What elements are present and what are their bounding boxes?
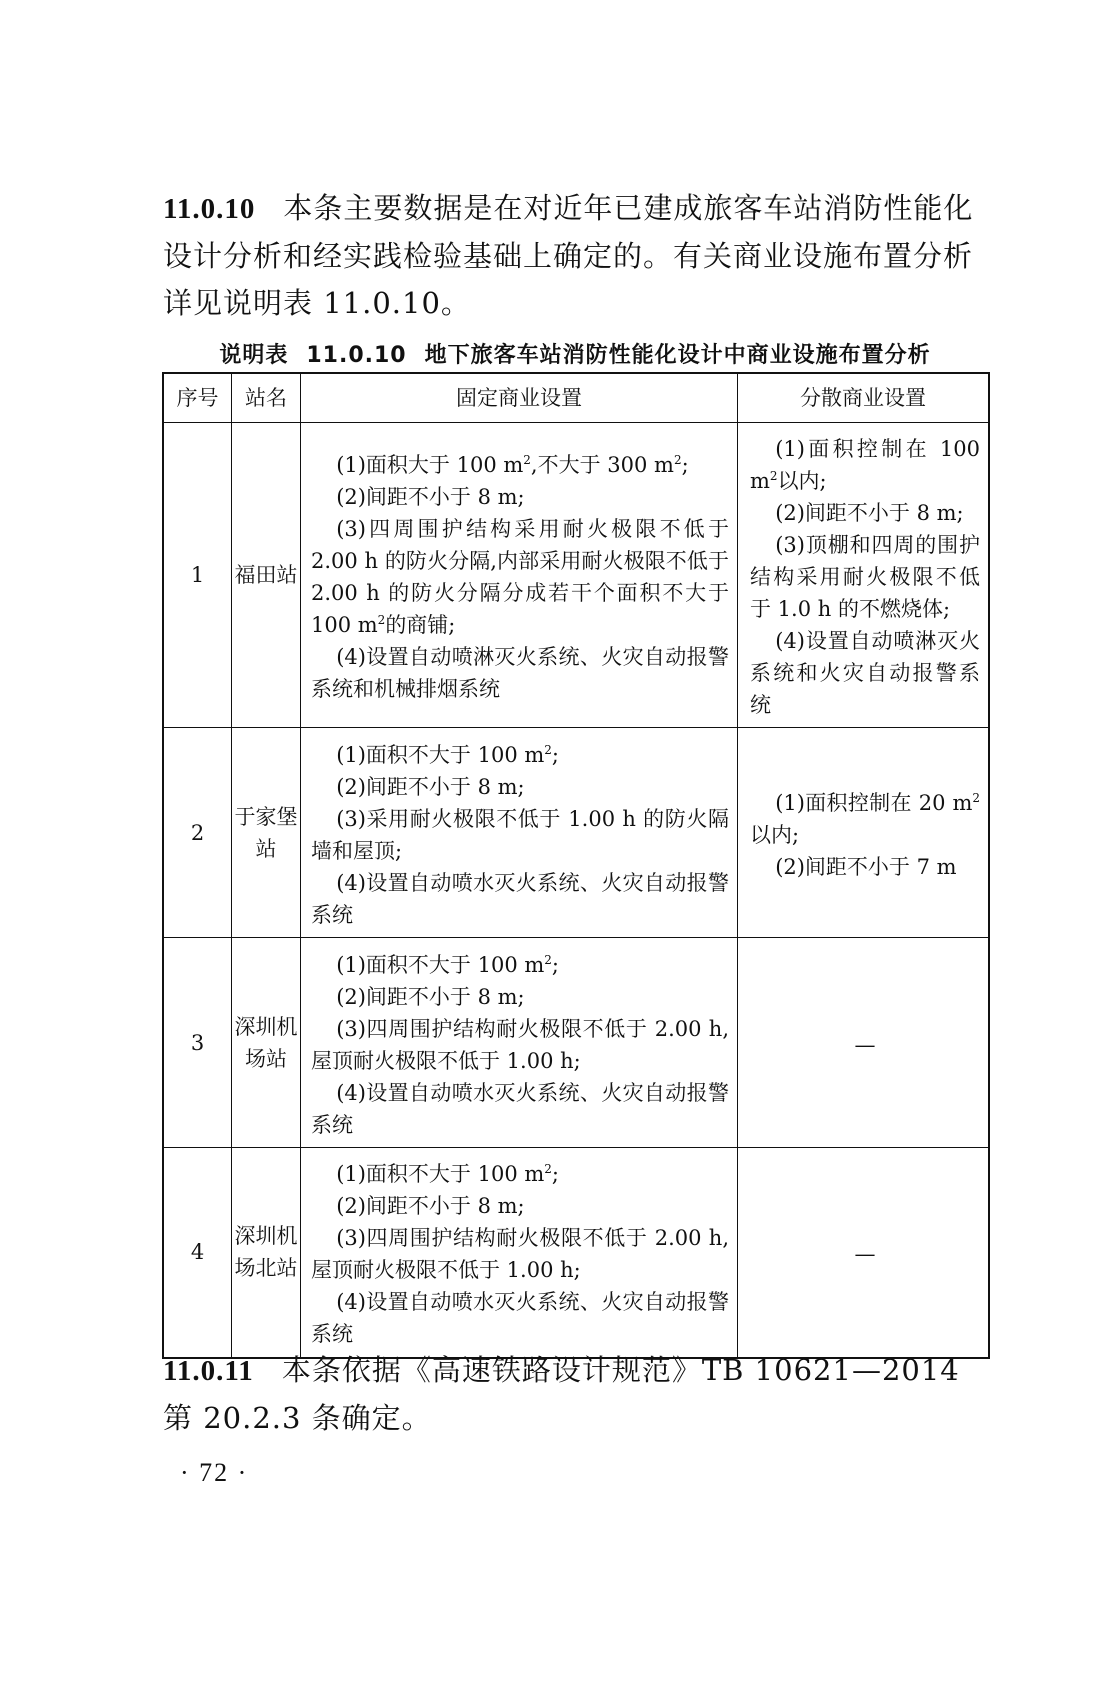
fixed-commercial-cell — [301, 938, 738, 1148]
scatter-item: (2)间距不小于 7 m — [775, 854, 957, 879]
scatter-item: (1)面积控制在 20 $m^2$以内; — [750, 790, 980, 847]
fixed-item: (2)间距不小于 8 m; — [336, 774, 525, 799]
fixed-item: (4)设置自动喷水灭火系统、火灾自动报警系统 — [311, 1290, 729, 1347]
fixed-item: (1)面积大于 100 $m^2$,不大于 300 $m^2$; — [336, 453, 689, 477]
clause-number: 11.0.11 — [163, 1355, 254, 1387]
table-row — [163, 938, 989, 1148]
scatter-item: (2)间距不小于 8 m; — [775, 501, 964, 525]
clause-text: 本条主要数据是在对近年已建成旅客车站消防性能化设计分析和经实践检验基础上确定的。有关商业设施布置分析详见说明表 11.0.10。 — [163, 191, 974, 320]
header-scatter: 分散商业设置 — [738, 373, 990, 423]
fixed-item: (3)采用耐火极限不低于 1.00 h 的防火隔墙和屋顶; — [311, 806, 729, 863]
fixed-commercial-cell — [301, 728, 738, 938]
fixed-item: (2)间距不小于 8 m; — [336, 984, 525, 1009]
table-row — [163, 728, 989, 938]
scatter-commercial-cell — [738, 423, 990, 728]
fixed-item: (2)间距不小于 8 m; — [336, 485, 525, 509]
fixed-commercial-cell — [301, 423, 738, 728]
row-no: 4 — [163, 1148, 232, 1358]
scatter-commercial-cell — [738, 728, 990, 938]
fixed-item: (1)面积不大于 100 $m^2$; — [336, 742, 559, 767]
fixed-item: (1)面积不大于 100 $m^2$; — [336, 952, 559, 977]
fixed-item: (3)四周围护结构耐火极限不低于 2.00 h,屋顶耐火极限不低于 1.00 h; — [311, 1226, 729, 1283]
caption-prefix: 说明表 — [219, 343, 289, 368]
station-name: 深圳机场北站 — [232, 1148, 301, 1358]
header-fixed: 固定商业设置 — [301, 373, 738, 423]
header-no: 序号 — [163, 373, 232, 423]
fixed-item: (4)设置自动喷水灭火系统、火灾自动报警系统 — [311, 870, 729, 927]
fixed-item: (4)设置自动喷淋灭火系统、火灾自动报警系统和机械排烟系统 — [311, 645, 729, 701]
fixed-item: (1)面积不大于 100 $m^2$; — [336, 1162, 559, 1187]
clause-number: 11.0.10 — [163, 193, 256, 225]
page-number: · 72 · — [180, 1458, 249, 1487]
table-caption — [150, 338, 1000, 369]
paragraph-11-0-10 — [163, 185, 993, 327]
scatter-item: (3)顶棚和四周的围护结构采用耐火极限不低于 1.0 h 的不燃烧体; — [750, 533, 980, 621]
row-no: 1 — [163, 423, 232, 728]
row-no: 3 — [163, 938, 232, 1148]
table-row — [163, 1148, 989, 1358]
scatter-empty-dash: — — [738, 1148, 990, 1358]
fixed-item: (3)四周围护结构采用耐火极限不低于 2.00 h 的防火分隔,内部采用耐火极限不低于 2.00 h 的防火分隔分成若干个面积不大于 100 $m^2$的商铺; — [311, 517, 729, 637]
station-name: 福田站 — [232, 423, 301, 728]
fixed-item: (4)设置自动喷水灭火系统、火灾自动报警系统 — [311, 1080, 729, 1137]
header-station: 站名 — [232, 373, 301, 423]
caption-number: 11.0.10 — [306, 343, 407, 368]
table-row — [163, 423, 989, 728]
table-header-row — [163, 373, 989, 423]
fixed-item: (2)间距不小于 8 m; — [336, 1194, 525, 1219]
scatter-item: (1)面积控制在 100 $m^2$以内; — [750, 437, 980, 493]
station-name: 深圳机场站 — [232, 938, 301, 1148]
caption-title: 地下旅客车站消防性能化设计中商业设施布置分析 — [424, 343, 931, 368]
scatter-item: (4)设置自动喷淋灭火系统和火灾自动报警系统 — [750, 629, 980, 717]
commercial-layout-table — [162, 372, 990, 1359]
clause-text: 本条依据《高速铁路设计规范》TB 10621—2014 第 20.2.3 条确定。 — [163, 1353, 960, 1435]
row-no: 2 — [163, 728, 232, 938]
paragraph-11-0-11 — [163, 1347, 993, 1442]
station-name: 于家堡站 — [232, 728, 301, 938]
fixed-commercial-cell — [301, 1148, 738, 1358]
fixed-item: (3)四周围护结构耐火极限不低于 2.00 h,屋顶耐火极限不低于 1.00 h; — [311, 1016, 729, 1073]
scatter-empty-dash: — — [738, 938, 990, 1148]
